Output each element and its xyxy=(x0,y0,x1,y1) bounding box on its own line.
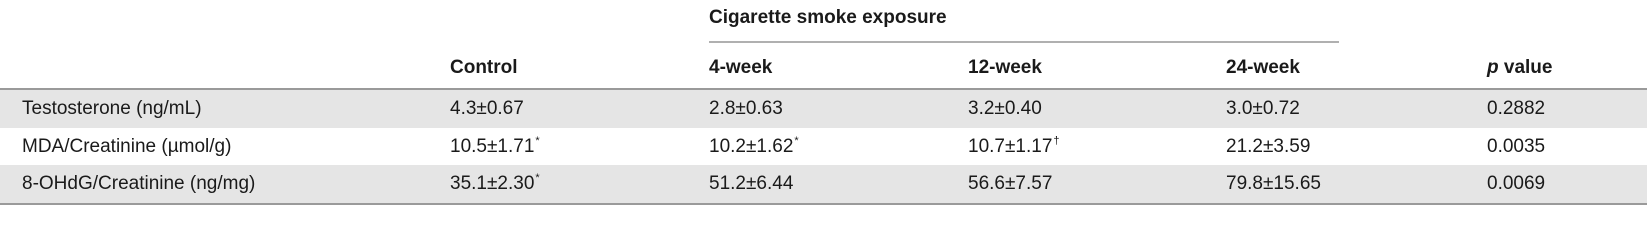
cell-12-week xyxy=(968,97,1043,121)
footnote-marker: * xyxy=(535,135,540,147)
value-word: value xyxy=(1498,57,1553,78)
cell-4-week xyxy=(709,135,799,159)
row-label: 8-OHdG/Creatinine (ng/mg) xyxy=(22,173,256,194)
cell-p-value: 0.0035 xyxy=(1487,136,1546,157)
cell-value: 10.2±1.62 xyxy=(709,136,794,157)
cell-value: 4.3±0.67 xyxy=(450,98,524,119)
cell-control xyxy=(450,172,540,196)
group-header-rule xyxy=(709,41,1339,43)
table-row xyxy=(0,128,1647,166)
cell-value: 2.8±0.63 xyxy=(709,98,783,119)
cell-value: 35.1±2.30 xyxy=(450,173,535,194)
bottom-rule xyxy=(0,203,1647,205)
column-header-control: Control xyxy=(450,57,518,78)
cell-24-week: 79.8±15.65 xyxy=(1226,173,1321,194)
cell-control xyxy=(450,135,540,159)
cell-p-value: 0.0069 xyxy=(1487,173,1546,194)
row-label: MDA/Creatinine (µmol/g) xyxy=(22,136,232,157)
footnote-marker: * xyxy=(794,135,799,147)
column-header-p-value xyxy=(1487,56,1552,80)
cell-12-week xyxy=(968,135,1060,159)
cell-4-week xyxy=(709,97,784,121)
footnote-marker: * xyxy=(535,172,540,184)
group-header-cigarette-smoke-exposure: Cigarette smoke exposure xyxy=(709,7,947,28)
footnote-marker: † xyxy=(1053,135,1060,147)
column-header-12-week: 12-week xyxy=(968,57,1042,78)
p-symbol: p xyxy=(1487,57,1499,78)
cell-value: 3.2±0.40 xyxy=(968,98,1042,119)
column-header-4-week: 4-week xyxy=(709,57,773,78)
cell-p-value: 0.2882 xyxy=(1487,98,1546,119)
cell-value: 56.6±7.57 xyxy=(968,173,1053,194)
cell-4-week xyxy=(709,172,794,196)
cell-control xyxy=(450,97,525,121)
cell-value: 10.7±1.17 xyxy=(968,136,1053,157)
cell-24-week: 21.2±3.59 xyxy=(1226,136,1311,157)
cell-24-week: 3.0±0.72 xyxy=(1226,98,1300,119)
column-header-24-week: 24-week xyxy=(1226,57,1300,78)
cell-value: 51.2±6.44 xyxy=(709,173,794,194)
row-label: Testosterone (ng/mL) xyxy=(22,98,202,119)
cell-12-week xyxy=(968,172,1053,196)
table-row xyxy=(0,165,1647,203)
cell-value: 10.5±1.71 xyxy=(450,136,535,157)
table-row xyxy=(0,90,1647,128)
